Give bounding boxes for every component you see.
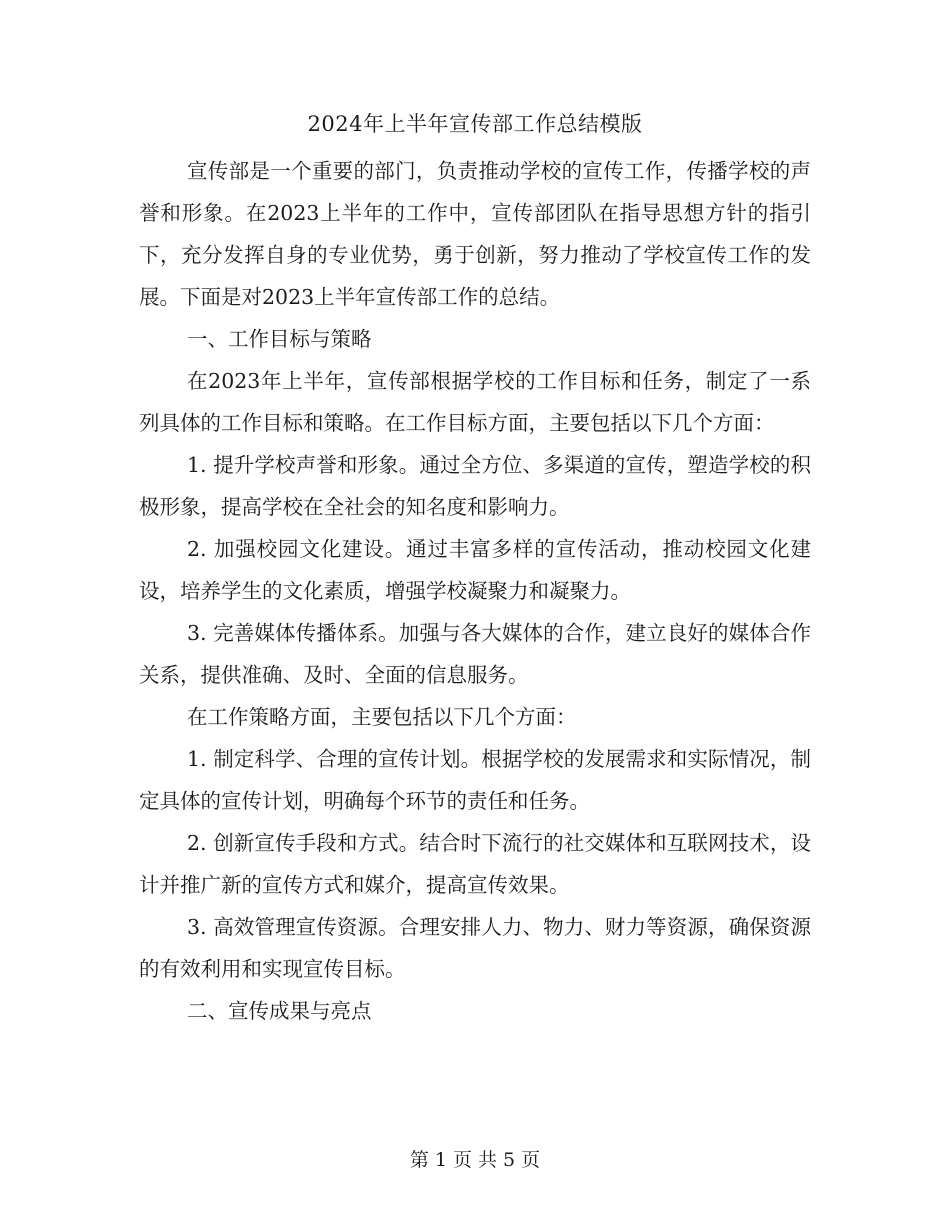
strategy-paragraph: 在工作策略方面，主要包括以下几个方面：: [187, 705, 577, 729]
intro-paragraph: 宣传部是一个重要的部门，负责推动学校的宣传工作，传播学校的声誉和形象。在2023上半年的工作中，宣传部团队在指导思想方针的指引下，充分发挥自身的专业优势，勇于创新，努力推动了学校宣传工作的发展。下面是对2023上半年宣传部工作的总结。: [139, 159, 811, 309]
goal-item-1: 1. 提升学校声誉和形象。通过全方位、多渠道的宣传，塑造学校的积极形象，提高学校在全社会的知名度和影响力。: [139, 453, 811, 519]
goal-item-3: 3. 完善媒体传播体系。加强与各大媒体的合作，建立良好的媒体合作关系，提供准确、及时、全面的信息服务。: [139, 621, 811, 687]
goals-paragraph: 在2023年上半年，宣传部根据学校的工作目标和任务，制定了一系列具体的工作目标和策略。在工作目标方面，主要包括以下几个方面：: [139, 369, 811, 435]
strategy-item-1: 1. 制定科学、合理的宣传计划。根据学校的发展需求和实际情况，制定具体的宣传计划，明确每个环节的责任和任务。: [139, 747, 811, 813]
strategy-item-3: 3. 高效管理宣传资源。合理安排人力、物力、财力等资源，确保资源的有效利用和实现宣传目标。: [139, 915, 811, 981]
strategy-item-2: 2. 创新宣传手段和方式。结合时下流行的社交媒体和互联网技术，设计并推广新的宣传方式和媒介，提高宣传效果。: [139, 831, 811, 897]
page-footer: 第 1 页 共 5 页: [409, 1149, 541, 1171]
goal-item-2: 2. 加强校园文化建设。通过丰富多样的宣传活动，推动校园文化建设，培养学生的文化素质，增强学校凝聚力和凝聚力。: [139, 537, 811, 603]
section-heading-results: 二、宣传成果与亮点: [187, 999, 372, 1023]
section-heading-goals: 一、工作目标与策略: [187, 327, 372, 351]
document-body: [139, 150, 811, 1032]
document-title: 2024年上半年宣传部工作总结模版: [307, 112, 643, 136]
